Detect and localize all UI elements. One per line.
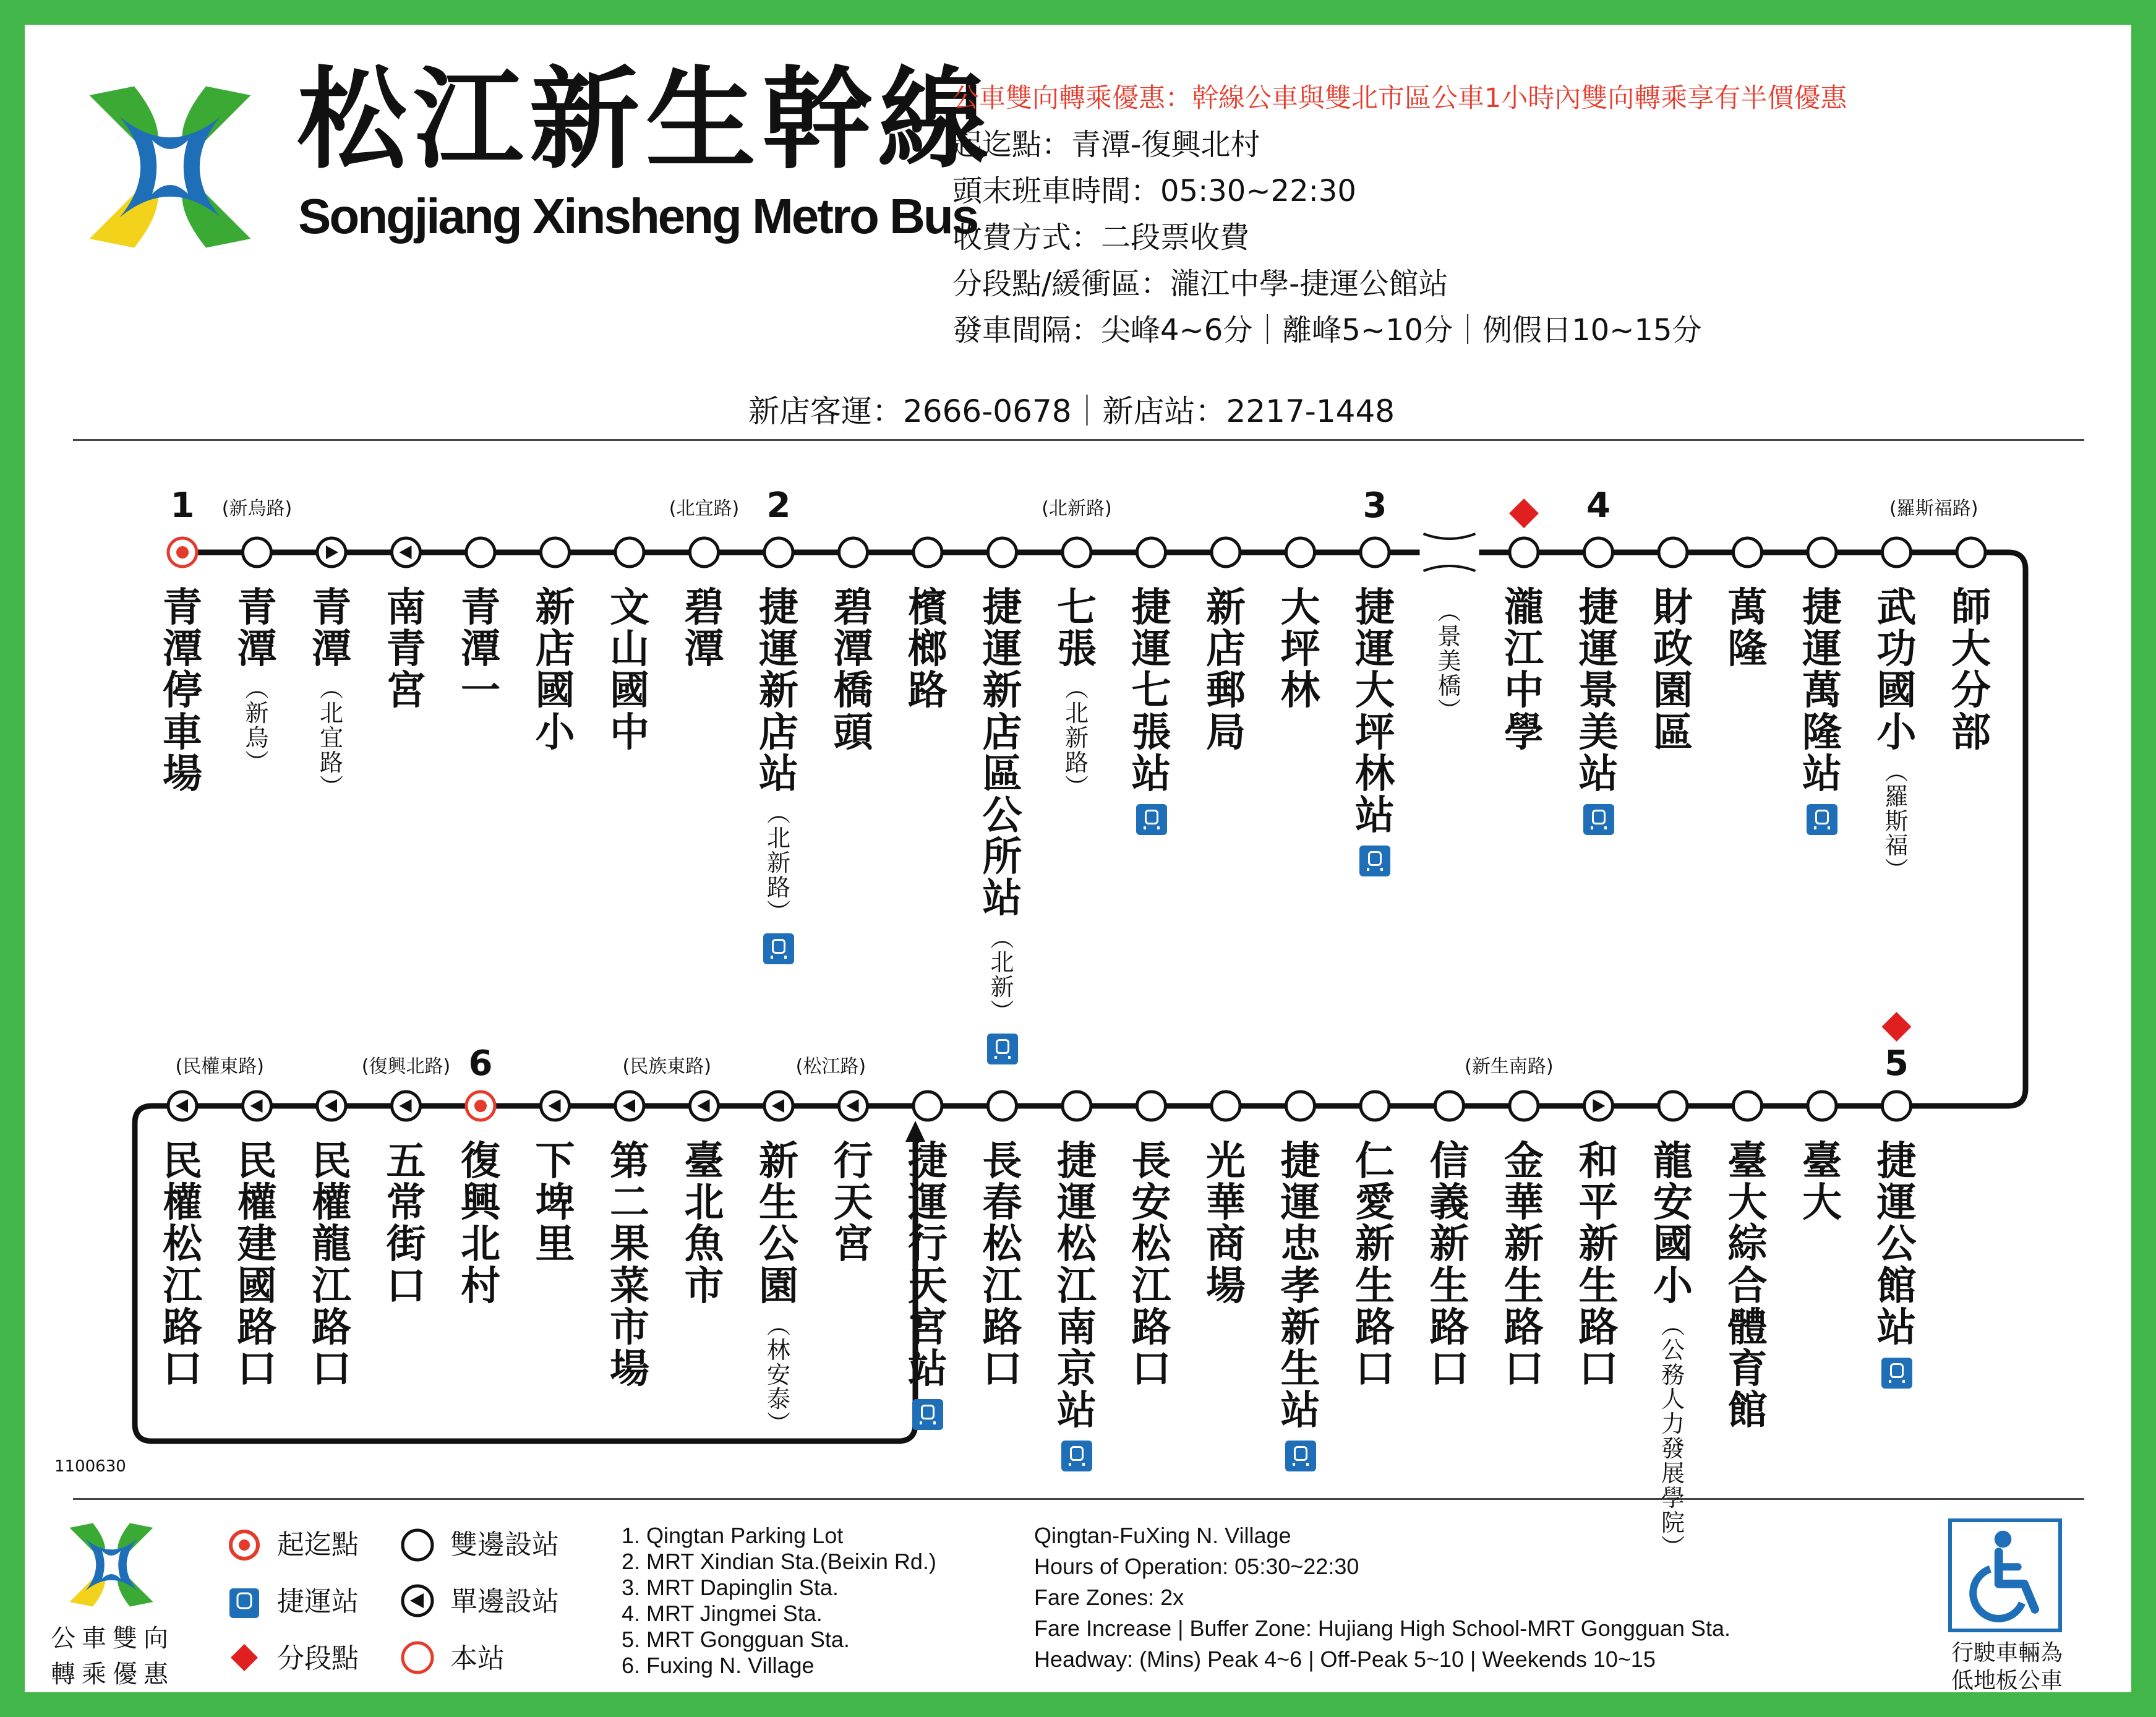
station-name: 青潭 xyxy=(312,585,351,673)
english-info-line: Headway: (Mins) Peak 4~6 | Off-Peak 5~10 | Weekends 10~15 xyxy=(1034,1646,1656,1672)
top-stop-4-marker xyxy=(466,538,495,567)
station-label xyxy=(676,585,733,673)
station-name: 第二果菜市場 xyxy=(610,1139,649,1392)
legend-symbols-left xyxy=(226,1526,263,1687)
top-stop-7-marker xyxy=(690,538,719,567)
station-sub-label: ︵ 北新 ︶ xyxy=(989,927,1016,1025)
station-label xyxy=(1197,1141,1254,1308)
top-stop-5-marker xyxy=(541,538,570,567)
top-stop-24-marker xyxy=(1957,538,1985,567)
zone-number: 2 xyxy=(766,486,791,526)
top-stop-16-marker xyxy=(1361,538,1389,567)
wheelchair-icon xyxy=(1948,1518,2062,1632)
headway-info: 發車間隔：尖峰4~6分｜離峰5~10分｜例假日10~15分 xyxy=(952,313,1702,348)
station-name: 民權建國路口 xyxy=(237,1139,277,1392)
mrt-train-icon xyxy=(1881,1358,1912,1389)
version-code: 1100630 xyxy=(54,1457,126,1476)
station-label xyxy=(750,1141,807,1437)
station-label xyxy=(1868,585,1925,883)
route-subtitle: Songjiang Xinsheng Metro Bus xyxy=(298,189,978,244)
legend-terminal: 起迄點 xyxy=(277,1529,359,1561)
station-name: 和平新生路口 xyxy=(1578,1139,1619,1392)
station-name: 青潭停車場 xyxy=(163,585,202,797)
station-label xyxy=(974,585,1031,1064)
zone-number: 4 xyxy=(1586,486,1611,526)
mrt-train-icon xyxy=(987,1034,1018,1064)
english-stop: 4. MRT Jingmei Sta. xyxy=(622,1601,823,1626)
road-label: (北宜路) xyxy=(669,498,740,520)
bottom-stop-18-marker xyxy=(1510,1092,1538,1120)
top-stop-15-marker xyxy=(1286,538,1315,567)
low-floor-label: 行駛車輛為低地板公車 xyxy=(1951,1640,2063,1693)
station-name: 光華商場 xyxy=(1206,1139,1246,1309)
legend-symbols-right xyxy=(399,1526,436,1687)
bottom-stop-20-marker xyxy=(1659,1092,1687,1120)
zone-number: 1 xyxy=(170,486,195,526)
station-label xyxy=(452,1141,509,1308)
mrt-train-icon xyxy=(1359,846,1390,876)
station-name: 民權松江路口 xyxy=(163,1139,202,1392)
bottom-stop-21-marker xyxy=(1734,1092,1762,1120)
legend-mrt: 捷運站 xyxy=(277,1586,359,1617)
station-name: 檳榔路 xyxy=(908,585,948,714)
station-label xyxy=(1346,585,1403,876)
station-label xyxy=(899,585,956,714)
top-stop-13-marker xyxy=(1137,538,1166,567)
endpoints-info: 起迄點：青潭-復興北村 xyxy=(952,127,1260,162)
transfer-logo-label: 公車雙向轉乘優惠 xyxy=(51,1624,174,1689)
top-stop-22-marker xyxy=(1808,538,1836,567)
station-sub-label: ︵ 新烏 ︶ xyxy=(244,677,271,776)
english-stop: 1. Qingtan Parking Lot xyxy=(622,1523,844,1548)
mrt-train-icon xyxy=(1807,804,1837,835)
top-stop-10-marker xyxy=(913,538,942,567)
station-name: 捷運公館站 xyxy=(1876,1139,1917,1351)
station-label xyxy=(601,1141,658,1390)
english-info-line: Fare Zones: 2x xyxy=(1034,1585,1184,1610)
top-stop-17-bridge-gap xyxy=(1420,546,1479,559)
station-name: 青潭一 xyxy=(461,585,500,714)
buffer-info: 分段點/緩衝區：瀧江中學-捷運公館站 xyxy=(952,267,1448,301)
zone-number: 6 xyxy=(468,1043,493,1084)
station-label xyxy=(1570,1141,1627,1390)
transfer-info: 公車雙向轉乘優惠：幹線公車與雙北市區公車1小時內雙向轉乘享有半價優惠 xyxy=(952,83,1847,114)
transfer-logo-small xyxy=(65,1518,158,1611)
station-name: 行天宮 xyxy=(833,1139,873,1268)
bottom-stop-11-marker xyxy=(988,1092,1017,1120)
mrt-train-icon xyxy=(1583,804,1614,835)
station-name: 七張 xyxy=(1057,585,1097,673)
station-name: 碧潭橋頭 xyxy=(833,585,873,756)
english-info-line: Qingtan-FuXing N. Village xyxy=(1034,1523,1291,1548)
station-label xyxy=(452,585,509,714)
station-name: 臺大綜合體育館 xyxy=(1727,1139,1768,1434)
station-name: 捷運新店站 xyxy=(759,585,798,797)
legend-both: 雙邊設站 xyxy=(450,1529,559,1561)
zone-number: 3 xyxy=(1362,486,1387,526)
zone-number: 5 xyxy=(1884,1043,1909,1084)
station-name: 捷運忠孝新生站 xyxy=(1280,1139,1320,1434)
english-info-line: Hours of Operation: 05:30~22:30 xyxy=(1034,1554,1359,1579)
station-label xyxy=(1495,585,1552,756)
station-label xyxy=(1794,1139,1850,1227)
station-label xyxy=(1719,1141,1776,1432)
road-label: (羅斯福路) xyxy=(1889,498,1978,520)
mrt-train-icon xyxy=(912,1399,943,1430)
bottom-stop-10-marker xyxy=(913,1092,942,1120)
legend-here: 本站 xyxy=(450,1643,505,1674)
station-label xyxy=(229,1141,286,1390)
station-label xyxy=(1943,585,2000,756)
station-label xyxy=(676,1141,733,1308)
top-stop-11-marker xyxy=(988,538,1017,567)
station-name: 武功國小 xyxy=(1876,585,1917,756)
station-name: 捷運新店區公所站 xyxy=(982,585,1022,922)
station-name: 捷運大坪林站 xyxy=(1355,585,1395,839)
mrt-train-icon xyxy=(1061,1441,1092,1471)
top-stop-21-marker xyxy=(1734,538,1762,567)
station-sub-label: ︵ 北新路 ︶ xyxy=(765,802,792,925)
english-stop: 3. MRT Dapinglin Sta. xyxy=(622,1575,839,1600)
station-label xyxy=(527,1141,584,1266)
station-label xyxy=(378,585,435,714)
station-label xyxy=(825,1141,882,1266)
station-label xyxy=(1719,585,1776,673)
station-name: 捷運行天宮站 xyxy=(908,1139,948,1392)
station-name: 捷運萬隆站 xyxy=(1802,585,1842,797)
station-label xyxy=(154,585,211,797)
station-name: 金華新生路口 xyxy=(1504,1139,1544,1392)
legend-one: 單邊設站 xyxy=(450,1586,559,1617)
station-name: 新生公園 xyxy=(759,1139,798,1309)
station-name: 復興北村 xyxy=(461,1139,500,1309)
station-label xyxy=(1123,585,1180,835)
station-label xyxy=(1272,1141,1329,1471)
top-stop-6-marker xyxy=(615,538,644,567)
station-label xyxy=(1048,1141,1105,1471)
station-label xyxy=(1272,585,1329,714)
top-stop-8-marker xyxy=(764,538,793,567)
station-name: 青潭 xyxy=(237,585,277,673)
station-name: 民權龍江路口 xyxy=(312,1139,351,1392)
station-name: 捷運景美站 xyxy=(1578,585,1619,797)
station-name: 信義新生路口 xyxy=(1429,1139,1469,1392)
top-stop-14-marker xyxy=(1212,538,1240,567)
station-label xyxy=(154,1141,211,1390)
station-label xyxy=(1123,1141,1180,1390)
road-label: (新生南路) xyxy=(1465,1056,1554,1077)
english-info-line: Fare Increase | Buffer Zone: Hujiang High School-MRT Gongguan Sta. xyxy=(1034,1616,1730,1641)
station-name: 新店郵局 xyxy=(1206,585,1246,756)
bottom-stop-14-marker xyxy=(1212,1092,1240,1120)
station-label xyxy=(750,585,807,964)
station-sub-label: ︵ 景美橋 ︶ xyxy=(1436,600,1463,723)
road-label: (松江路) xyxy=(795,1056,866,1077)
bottom-stop-13-marker xyxy=(1137,1092,1166,1120)
english-stop: 2. MRT Xindian Sta.(Beixin Rd.) xyxy=(622,1549,936,1574)
station-label xyxy=(527,585,584,756)
station-name: 南青宮 xyxy=(386,585,426,714)
section-point-diamond xyxy=(1509,499,1539,528)
top-stop-18-marker xyxy=(1510,538,1538,567)
station-label xyxy=(1346,1141,1403,1390)
station-name: 五常街口 xyxy=(386,1139,426,1309)
fare-info: 收費方式：二段票收費 xyxy=(952,220,1250,255)
bottom-stop-23-marker xyxy=(1883,1092,1911,1120)
station-label xyxy=(378,1141,435,1308)
station-name: 長春松江路口 xyxy=(982,1139,1022,1392)
bottom-stop-22-marker xyxy=(1808,1092,1836,1120)
bottom-divider xyxy=(73,1498,2084,1500)
station-label xyxy=(1048,585,1105,800)
station-label xyxy=(1645,1141,1701,1561)
top-stop-19-marker xyxy=(1585,538,1613,567)
station-label xyxy=(1570,585,1627,835)
station-label xyxy=(303,1141,360,1390)
contact-phones: 新店客運：2666-0678｜新店站：2217-1448 xyxy=(748,393,1395,429)
top-stop-0-terminal-dot xyxy=(176,546,189,559)
bottom-stop-16-marker xyxy=(1361,1092,1389,1120)
station-name: 文山國中 xyxy=(610,585,649,756)
station-label xyxy=(1868,1141,1925,1389)
station-label xyxy=(1197,585,1254,756)
hours-info: 頭末班車時間：05:30~22:30 xyxy=(952,174,1356,208)
station-label xyxy=(899,1141,956,1430)
english-stop: 5. MRT Gongguan Sta. xyxy=(622,1627,850,1652)
station-name: 捷運松江南京站 xyxy=(1057,1139,1097,1434)
station-name: 財政園區 xyxy=(1653,585,1693,756)
station-label xyxy=(229,585,286,776)
top-stop-23-marker xyxy=(1883,538,1911,567)
english-stop: 6. Fuxing N. Village xyxy=(622,1653,815,1678)
station-name: 瀧江中學 xyxy=(1504,585,1544,756)
station-label xyxy=(303,585,360,800)
bottom-stop-12-marker xyxy=(1063,1092,1091,1120)
route-title: 松江新生幹線 xyxy=(297,56,995,184)
top-stop-12-marker xyxy=(1063,538,1091,567)
station-label xyxy=(1421,594,1478,723)
bottom-stop-17-marker xyxy=(1435,1092,1464,1120)
station-label xyxy=(601,585,658,756)
station-name: 新店國小 xyxy=(535,585,575,756)
station-name: 臺大 xyxy=(1802,1139,1842,1227)
road-label: (新烏路) xyxy=(221,498,293,520)
station-label xyxy=(1421,1141,1478,1390)
station-sub-label: ︵ 公務人力發展學院 ︶ xyxy=(1659,1314,1687,1561)
road-label: (復興北路) xyxy=(361,1056,451,1077)
road-label: (民族東路) xyxy=(622,1056,711,1077)
station-sub-label: ︵ 林安泰 ︶ xyxy=(765,1314,792,1437)
station-name: 長安松江路口 xyxy=(1131,1139,1171,1392)
station-name: 大坪林 xyxy=(1280,585,1320,714)
station-name: 仁愛新生路口 xyxy=(1355,1139,1395,1392)
station-sub-label: ︵ 羅斯福 ︶ xyxy=(1883,760,1910,883)
station-name: 捷運七張站 xyxy=(1131,585,1171,797)
road-label: (北新路) xyxy=(1042,498,1112,520)
station-name: 萬隆 xyxy=(1727,585,1768,673)
station-label xyxy=(825,585,882,756)
station-name: 師大分部 xyxy=(1951,585,1991,756)
station-name: 龍安國小 xyxy=(1653,1139,1693,1309)
top-stop-1-marker xyxy=(243,538,272,567)
station-sub-label: ︵ 北宜路 ︶ xyxy=(318,677,345,800)
legend-section: 分段點 xyxy=(277,1643,359,1674)
bottom-stop-15-marker xyxy=(1286,1092,1315,1120)
station-label xyxy=(1495,1141,1552,1390)
top-stop-20-marker xyxy=(1659,538,1687,567)
station-name: 臺北魚市 xyxy=(684,1139,724,1309)
station-name: 下埤里 xyxy=(535,1139,575,1268)
station-name: 碧潭 xyxy=(684,585,724,673)
road-label: (民權東路) xyxy=(175,1056,264,1077)
station-label xyxy=(1645,585,1701,756)
bottom-stop-4-terminal-dot xyxy=(474,1100,487,1112)
top-stop-9-marker xyxy=(839,538,868,567)
mrt-train-icon xyxy=(1136,804,1167,835)
mrt-train-icon xyxy=(763,933,794,964)
station-label xyxy=(974,1141,1031,1390)
station-sub-label: ︵ 北新路 ︶ xyxy=(1063,677,1090,800)
mrt-train-icon xyxy=(1285,1441,1316,1471)
station-label xyxy=(1794,585,1850,835)
section-point-diamond xyxy=(1882,1012,1912,1042)
